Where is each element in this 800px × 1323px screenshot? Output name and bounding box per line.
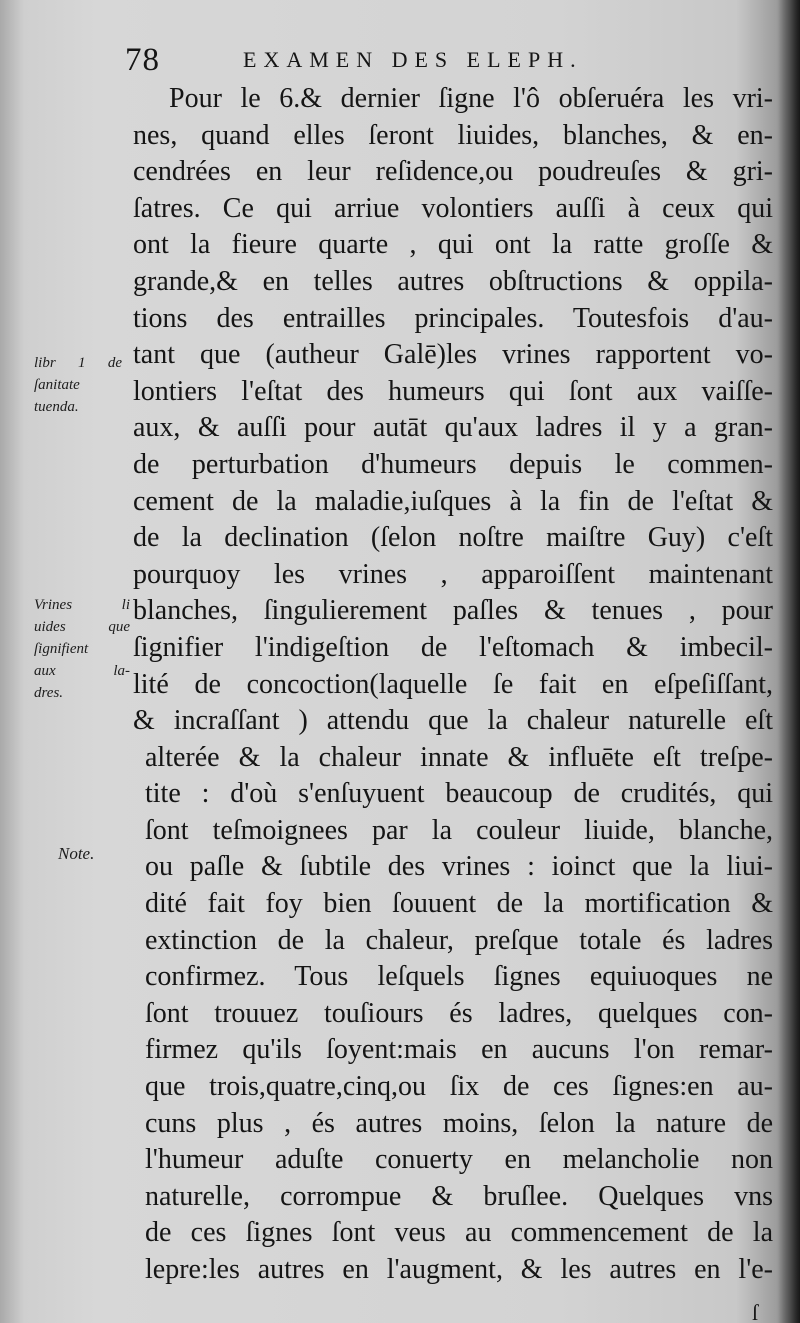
margin-note-line: tuenda. xyxy=(34,399,79,415)
margin-note-line: libr 1 de xyxy=(34,355,122,371)
text-line: tite : d'où s'enſuyuent beaucoup de crudités, qui xyxy=(145,778,773,810)
text-line: l'humeur aduſte conuerty en melancholie non xyxy=(145,1144,773,1176)
text-line: lité de concoction(laquelle ſe fait en eſpeſiſſant, xyxy=(133,668,773,700)
text-line: de la declination (ſelon noſtre maiſtre Guy) c'eſt xyxy=(133,522,773,554)
text-line: extinction de la chaleur, preſque totale és ladres xyxy=(145,924,773,956)
text-line: nes, quand elles ſeront liuides, blanches, & en- xyxy=(133,119,773,151)
margin-note-line: uides que xyxy=(34,619,130,635)
text-line: confirmez. Tous leſquels ſignes equiuoques ne xyxy=(145,961,773,993)
margin-note-urines xyxy=(34,594,130,704)
text-line: tant que (autheur Galē)les vrines rapportent vo- xyxy=(133,339,773,371)
text-line: ſont teſmoignees par la couleur liuide, blanche, xyxy=(145,814,773,846)
margin-note-citation xyxy=(34,352,122,418)
text-line: de ces ſignes ſont veus au commencement de la xyxy=(145,1217,773,1249)
text-line: lontiers l'eſtat des humeurs qui ſont aux vaiſſe- xyxy=(133,375,773,407)
binding-shadow xyxy=(778,0,800,1323)
text-line: tions des entrailles principales. Toutesfois d'au- xyxy=(133,302,773,334)
page-header xyxy=(125,40,685,80)
text-line: ont la fieure quarte , qui ont la ratte groſſe & xyxy=(133,229,773,261)
text-line: cuns plus , és autres moins, ſelon la nature de xyxy=(145,1107,773,1139)
text-line: aux, & auſſi pour autāt qu'aux ladres il y a gran- xyxy=(133,412,773,444)
margin-note-note xyxy=(58,843,118,865)
text-line: Pour le 6.& dernier ſigne l'ô obſeruéra les vri- xyxy=(169,83,773,114)
text-line: de perturbation d'humeurs depuis le commen- xyxy=(133,448,773,480)
text-line: blanches, ſingulierement paſles & tenues , pour xyxy=(133,595,773,627)
text-line: cement de la maladie,iuſques à la fin de l'eſtat & xyxy=(133,485,773,517)
text-line: grande,& en telles autres obſtructions & oppila- xyxy=(133,265,773,297)
catchword: ſ xyxy=(752,1300,759,1323)
text-line: naturelle, corrompue & bruſlee. Quelques vns xyxy=(145,1180,773,1212)
text-line: ſignifier l'indigeſtion de l'eſtomach & imbecil- xyxy=(133,631,773,663)
body-text xyxy=(133,81,773,1289)
text-line: dité fait foy bien ſouuent de la mortification & xyxy=(145,888,773,920)
text-line: pourquoy les vrines , apparoiſſent maintenant xyxy=(133,558,773,590)
margin-note-line: Note. xyxy=(58,844,95,863)
text-line: ſatres. Ce qui arriue volontiers auſſi à ceux qui xyxy=(133,192,773,224)
text-line: ou paſle & ſubtile des vrines : ioinct que la liui- xyxy=(145,851,773,883)
text-line: firmez qu'ils ſoyent:mais en aucuns l'on remar- xyxy=(145,1034,773,1066)
text-line: que trois,quatre,cinq,ou ſix de ces ſignes:en au- xyxy=(145,1071,773,1103)
text-line: lepre:les autres en l'augment, & les autres en l'e- xyxy=(145,1254,773,1285)
margin-note-line: Vrines li xyxy=(34,597,130,613)
margin-note-line: aux la- xyxy=(34,663,130,679)
margin-note-line: ſanitate xyxy=(34,377,80,393)
text-line: alterée & la chaleur innate & influēte eſt treſpe- xyxy=(145,741,773,773)
text-line: ſont trouuez touſiours és ladres, quelques con- xyxy=(145,997,773,1029)
page-number: 78 xyxy=(125,42,160,78)
text-line: & incraſſant ) attendu que la chaleur naturelle eſt xyxy=(133,705,773,737)
margin-note-line: dres. xyxy=(34,685,64,701)
running-title: EXAMEN DES ELEPH. xyxy=(243,47,583,72)
text-line: cendrées en leur reſidence,ou poudreuſes & gri- xyxy=(133,156,773,188)
margin-note-line: ſignifient xyxy=(34,641,89,657)
